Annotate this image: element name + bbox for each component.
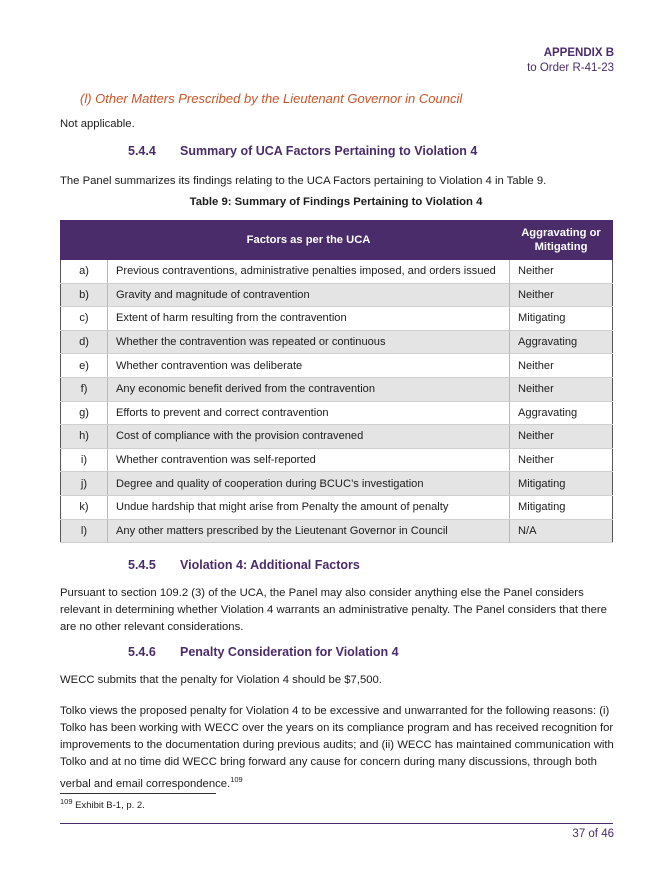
row-letter: b) <box>61 283 108 307</box>
row-result: Neither <box>510 354 613 378</box>
row-factor: Previous contraventions, administrative penalties imposed, and orders issued <box>108 260 510 284</box>
section-544-heading <box>128 144 477 158</box>
footnote-reference[interactable]: 109 <box>230 775 243 784</box>
table-row <box>61 307 613 331</box>
table-row <box>61 448 613 472</box>
footer-divider <box>60 823 613 824</box>
row-result: Mitigating <box>510 307 613 331</box>
row-factor: Gravity and magnitude of contravention <box>108 283 510 307</box>
section-l-heading: (l) Other Matters Prescribed by the Lieutenant Governor in Council <box>80 91 463 106</box>
row-result: Mitigating <box>510 472 613 496</box>
row-letter: k) <box>61 495 108 519</box>
section-l-body: Not applicable. <box>60 118 135 130</box>
table-body <box>61 260 613 543</box>
row-factor: Cost of compliance with the provision contravened <box>108 425 510 449</box>
section-544-body: The Panel summarizes its findings relating to the UCA Factors pertaining to Violation 4 in Table 9. <box>60 175 547 187</box>
row-factor: Whether the contravention was repeated or continuous <box>108 330 510 354</box>
header-letter-cell <box>61 221 108 260</box>
table-row <box>61 425 613 449</box>
row-letter: e) <box>61 354 108 378</box>
section-546-body-2-text: Tolko views the proposed penalty for Violation 4 to be excessive and unwarranted for the following reasons: (i) Tolko has been working with WECC over the years on its compliance program and has received recognition for improvements to the documentation during previous audits; and (ii) WECC has maintained communication with Tolko and at no time did WECC bring forward any cause for concern during many discussions, through both verbal and email correspondence. <box>60 705 614 790</box>
page-number: 37 of 46 <box>572 828 614 840</box>
order-label: to Order R-41-23 <box>527 62 614 74</box>
row-factor: Undue hardship that might arise from Penalty the amount of penalty <box>108 495 510 519</box>
footnote <box>60 797 145 811</box>
row-factor: Efforts to prevent and correct contravention <box>108 401 510 425</box>
row-letter: i) <box>61 448 108 472</box>
row-factor: Any other matters prescribed by the Lieutenant Governor in Council <box>108 519 510 543</box>
row-letter: h) <box>61 425 108 449</box>
row-factor: Extent of harm resulting from the contravention <box>108 307 510 331</box>
row-result: N/A <box>510 519 613 543</box>
row-letter: a) <box>61 260 108 284</box>
row-letter: l) <box>61 519 108 543</box>
table-row <box>61 283 613 307</box>
table-header-row <box>61 221 613 260</box>
header-result-cell: Aggravating or Mitigating <box>510 221 613 260</box>
section-number: 5.4.4 <box>128 144 156 158</box>
table-row <box>61 354 613 378</box>
section-title: Summary of UCA Factors Pertaining to Violation 4 <box>180 144 478 158</box>
table-row <box>61 472 613 496</box>
row-letter: d) <box>61 330 108 354</box>
row-result: Neither <box>510 377 613 401</box>
table-row <box>61 495 613 519</box>
table-row <box>61 260 613 284</box>
section-title: Violation 4: Additional Factors <box>180 558 360 572</box>
section-title: Penalty Consideration for Violation 4 <box>180 645 399 659</box>
section-546-body-2 <box>60 703 616 793</box>
row-result: Aggravating <box>510 330 613 354</box>
row-result: Neither <box>510 425 613 449</box>
row-result: Neither <box>510 283 613 307</box>
row-letter: g) <box>61 401 108 425</box>
section-number: 5.4.6 <box>128 645 156 659</box>
table-row <box>61 377 613 401</box>
row-letter: f) <box>61 377 108 401</box>
section-546-heading <box>128 645 399 659</box>
table-row <box>61 330 613 354</box>
appendix-label: APPENDIX B <box>543 47 614 59</box>
row-result: Neither <box>510 260 613 284</box>
footnote-divider <box>60 793 216 794</box>
section-545-heading <box>128 558 360 572</box>
table-row <box>61 401 613 425</box>
row-factor: Whether contravention was deliberate <box>108 354 510 378</box>
section-546-body-1: WECC submits that the penalty for Violation 4 should be $7,500. <box>60 674 382 686</box>
section-545-body: Pursuant to section 109.2 (3) of the UCA, the Panel may also consider anything else the Panel considers relevant in determining whether Violation 4 warrants an administrative penalty. The Panel considers that there are no other relevant considerations. <box>60 587 607 633</box>
section-number: 5.4.5 <box>128 558 156 572</box>
header-factor-cell: Factors as per the UCA <box>108 221 510 260</box>
row-result: Neither <box>510 448 613 472</box>
footnote-text: Exhibit B-1, p. 2. <box>75 800 145 812</box>
row-factor: Degree and quality of cooperation during BCUC’s investigation <box>108 472 510 496</box>
row-factor: Whether contravention was self-reported <box>108 448 510 472</box>
row-letter: c) <box>61 307 108 331</box>
row-letter: j) <box>61 472 108 496</box>
table-caption: Table 9: Summary of Findings Pertaining to Violation 4 <box>189 196 483 208</box>
uca-factors-table <box>60 220 613 543</box>
row-result: Mitigating <box>510 495 613 519</box>
appendix-header <box>527 46 614 76</box>
row-factor: Any economic benefit derived from the contravention <box>108 377 510 401</box>
row-result: Aggravating <box>510 401 613 425</box>
table-row <box>61 519 613 543</box>
footnote-number: 109 <box>60 797 73 806</box>
